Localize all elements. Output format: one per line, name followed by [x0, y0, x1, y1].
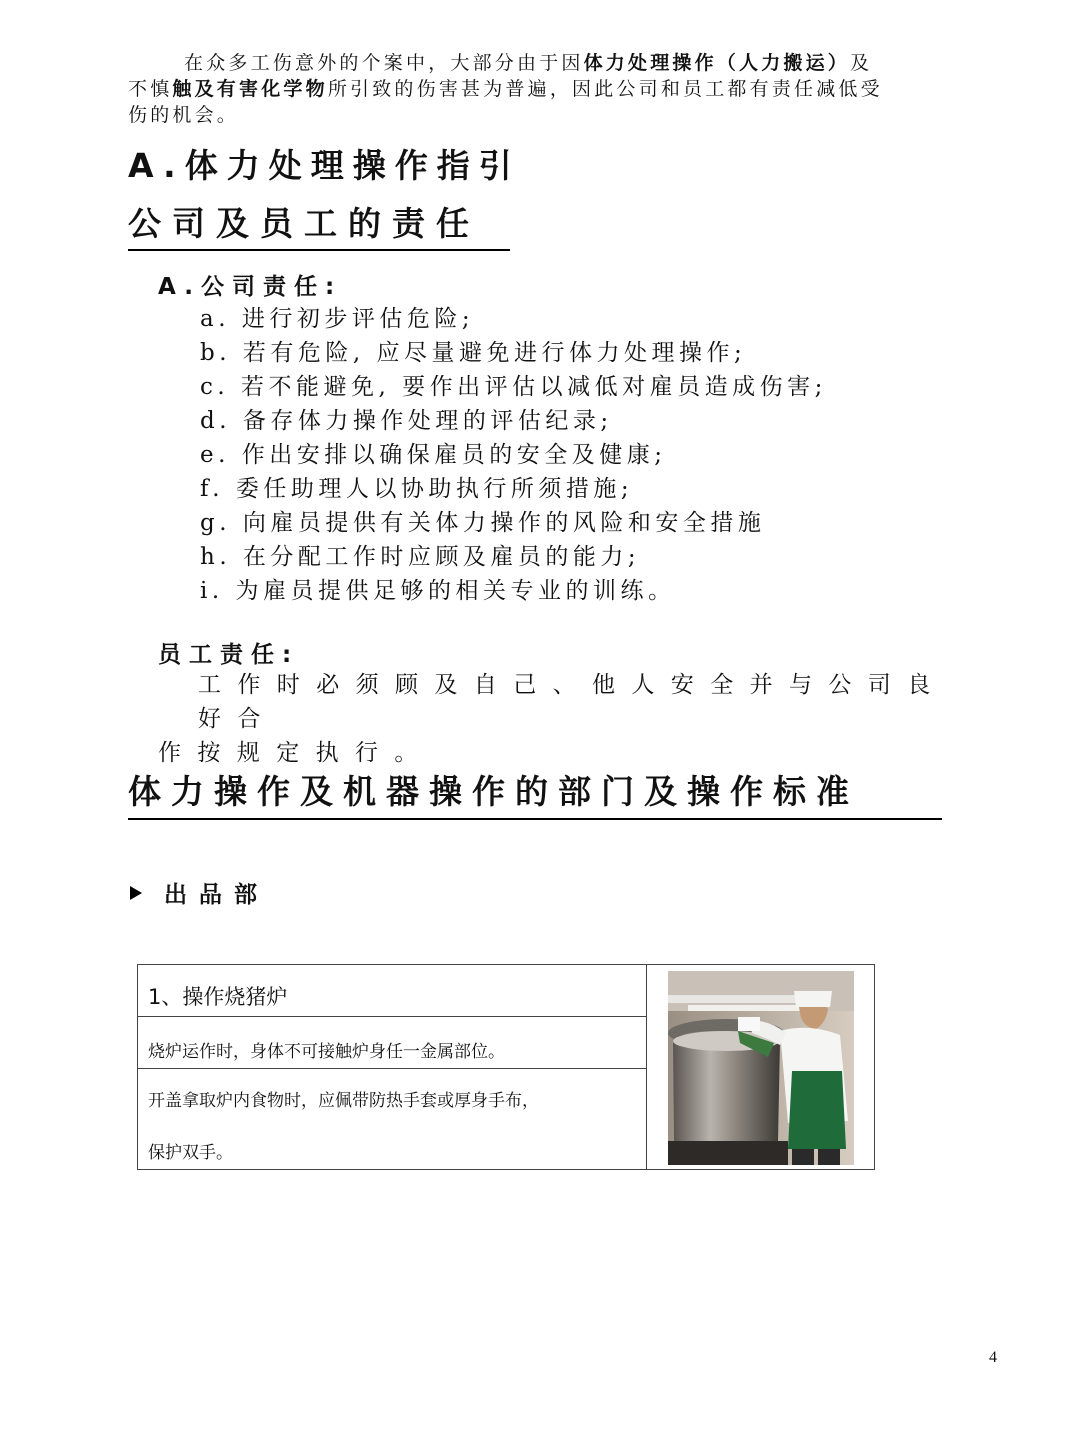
list-item: h. 在分配工作时应顾及雇员的能力; — [200, 544, 641, 570]
chef-operating-roast-oven-photo — [668, 971, 854, 1165]
list-item: b. 若有危险, 应尽量避免进行体力处理操作; — [200, 340, 747, 366]
employee-responsibility-text: 工作时必须顾及自己、他人安全并与公司良好合 作按规定执行。 — [158, 672, 947, 766]
intro-line-2: 不慎触及有害化学物所引致的伤害甚为普遍，因此公司和员工都有责任减低受 — [128, 78, 883, 100]
intro-line-1: 在众多工伤意外的个案中，大部分由于因体力处理操作（人力搬运）及 — [184, 52, 873, 74]
list-item: a. 进行初步评估危险; — [200, 306, 475, 332]
arrow-bullet-icon — [130, 886, 142, 900]
list-item: e. 作出安排以确保雇员的安全及健康; — [200, 442, 667, 468]
operation-rule-2: 开盖拿取炉内食物时，应佩带防热手套或厚身手布， 保护双手。 — [148, 1091, 539, 1163]
operation-table — [137, 964, 875, 1170]
responsibility-heading: 公司及员工的责任 — [128, 198, 510, 251]
company-responsibility-title: A.公司责任: — [158, 274, 343, 300]
list-item: i. 为雇员提供足够的相关专业的训练。 — [200, 578, 676, 604]
employee-responsibility-title: 员工责任: — [158, 642, 300, 668]
intro-line-3: 伤的机会。 — [128, 104, 240, 126]
operation-text-column — [138, 965, 647, 1169]
page-number: 4 — [989, 1349, 997, 1366]
list-item: f. 委任助理人以协助执行所须措施; — [200, 476, 634, 502]
list-item: d. 备存体力操作处理的评估纪录; — [200, 408, 613, 434]
department-heading: 出品部 — [130, 876, 269, 909]
standards-heading: 体力操作及机器操作的部门及操作标准 — [128, 766, 942, 820]
operation-photo-cell — [647, 965, 874, 1169]
list-item: c. 若不能避免, 要作出评估以减低对雇员造成伤害; — [200, 374, 827, 400]
company-responsibility-list — [200, 304, 827, 610]
list-item: g. 向雇员提供有关体力操作的风险和安全措施 — [200, 510, 766, 536]
operation-title: 1、操作烧猪炉 — [138, 965, 646, 1017]
section-heading-a: A.体力处理操作指引 — [128, 146, 521, 185]
operation-rule-1: 烧炉运作时，身体不可接触炉身任一金属部位。 — [138, 1017, 646, 1069]
intro-paragraph — [128, 50, 1008, 128]
